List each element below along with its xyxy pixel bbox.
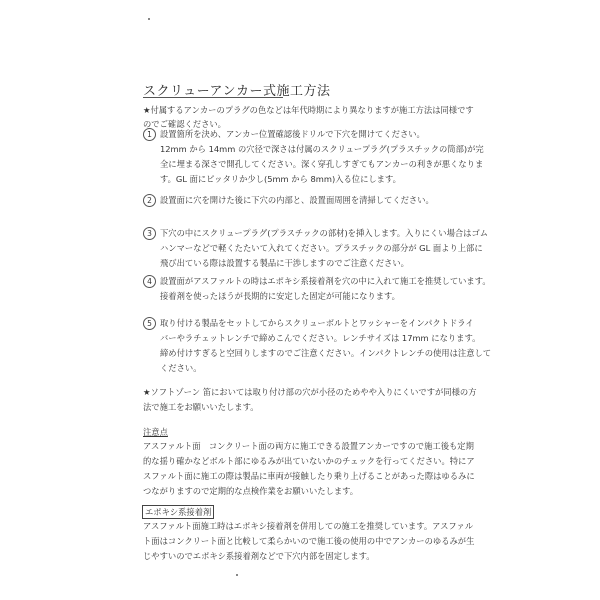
item-line: ハンマーなどで軽くたたいて入れてください。プラスチックの部分が GL 面より上部に [160,243,483,253]
caution-line: アスファルト面 コンクリート面の両方に施工できる設置アンカーですので施工後も定期 [143,441,474,451]
soft-zone-line: ★ソフトゾーン 笛においては取り付け部の穴が小径のためやや入りにくいですが同様の方 [143,387,477,397]
item-number: 1 [143,128,156,141]
item-line: 下穴の中にスクリュープラグ(プラスチックの部材)を挿入します。入りにくい場合はゴム [160,228,489,238]
item-line: 設置面に穴を開けた後に下穴の内部と、設置面周囲を清掃してください。 [160,195,434,205]
title-underline [143,97,283,98]
item-number: 2 [143,194,156,207]
note-line: のでご確認ください。 [143,119,226,129]
item-number: 3 [143,227,156,240]
item-number: 5 [143,317,156,330]
item-number: 4 [143,275,156,288]
epoxy-line: ト面はコンクリート面と比較して柔らかいので施工後の使用の中でアンカーのゆるみが生 [143,536,475,546]
epoxy-heading: エポキシ系接着剤 [142,505,214,519]
document-title: スクリューアンカー式施工方法 [143,84,331,99]
item-line: 12mm から 14mm の穴径で深さは付属のスクリュープラグ(プラスチックの筒部)が完 [160,144,484,154]
item-line: バーやラチェットレンチで締めこんでください。レンチサイズは 17mm になります。 [160,333,481,343]
epoxy-line: じやすいのでエポキシ系接着剤などで下穴内部を固定します。 [143,551,375,561]
item-line: 設置面がアスファルトの時はエポキシ系接着剤を穴の中に入れて施工を推奨しています。 [160,276,491,286]
epoxy-line: アスファルト面施工時はエポキシ接着剤を併用しての施工を推奨しています。アスファル [143,521,474,531]
item-line: 飛び出ている際は設置する製品に干渉しますのでご注意ください。 [160,258,409,268]
item-line: 設置箇所を決め、アンカー位置確認後ドリルで下穴を開けてください。 [160,129,425,139]
caution-heading: 注意点 [143,427,168,437]
soft-zone-line: 法で施工をお願いいたします。 [143,402,259,412]
item-line: 全に埋まる深さで開孔してください。深く穿孔しすぎてもアンカーの利きが悪くなりま [160,159,484,169]
item-line: す。GL 面にピッタリか少し(5mm から 8mm)入る位にします。 [160,174,401,184]
item-line: 接着剤を使ったほうが長期的に安定した固定が可能になります。 [160,291,400,301]
scan-speck [236,574,238,576]
note-line: ★付属するアンカーのプラグの色などは年代時期により異なりますが施工方法は同様です [143,105,474,115]
item-line: 取り付ける製品をセットしてからスクリューボルトとワッシャーをインパクトドライ [160,318,474,328]
scan-speck [148,18,150,20]
item-line: ください。 [160,363,202,373]
caution-line: 的な揺り確かなどボルト部にゆるみが出ていないかのチェックを行ってください。特にア [143,456,475,466]
item-line: 締め付けすぎると空回りしますのでご注意ください。インパクトレンチの使用は注意して [160,348,492,358]
caution-line: つながりますので定期的な点検作業をお願いいたします。 [143,486,359,496]
caution-line: スファルト面に施工の際は製品に車両が接触したり乗り上げることがあった際はゆるみに [143,471,475,481]
